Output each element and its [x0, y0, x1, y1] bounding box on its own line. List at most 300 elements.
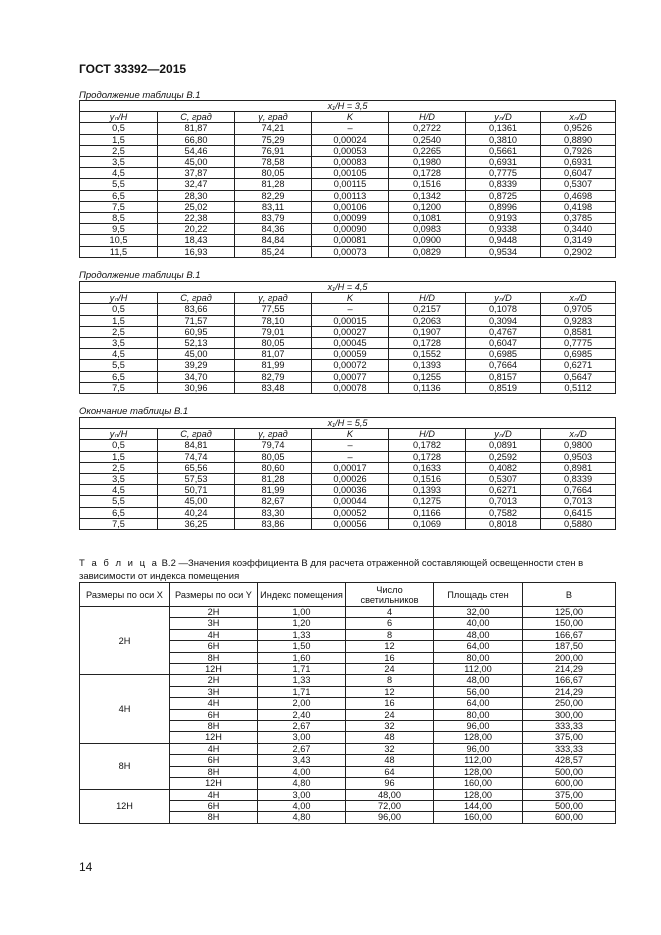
table-cell: –	[312, 123, 389, 134]
table-cell: 3,5	[80, 157, 158, 168]
table-cell: 80,60	[235, 462, 312, 473]
table-cell: 0,7664	[466, 360, 541, 371]
table-cell: 8	[346, 675, 434, 686]
table-cell: 0,1200	[389, 201, 466, 212]
table-title: x₁/H = 5,5	[80, 418, 616, 429]
table-cell: 0,00115	[312, 179, 389, 190]
column-header: C, град	[158, 293, 235, 304]
table-cell: 78,10	[235, 315, 312, 326]
table-cell: 79,74	[235, 440, 312, 451]
table-cell: 0,00053	[312, 145, 389, 156]
table-cell: 1,5	[80, 134, 158, 145]
table-cell: 0,7582	[466, 507, 541, 518]
table-row	[80, 157, 616, 168]
table-row	[80, 224, 616, 235]
table-cell: 6,5	[80, 190, 158, 201]
table-cell: 18,43	[158, 235, 235, 246]
table-cell: 2,67	[258, 743, 346, 754]
column-header-row	[80, 112, 616, 123]
table-cell: 500,00	[523, 766, 616, 777]
table-cell: 2H	[170, 607, 258, 618]
table-cell: 214,29	[523, 686, 616, 697]
table-cell: 48	[346, 732, 434, 743]
table-cell: 56,00	[434, 686, 523, 697]
table-row	[80, 462, 616, 473]
column-header: Размеры по оси Y	[170, 583, 258, 607]
table-cell: 0,3094	[466, 315, 541, 326]
table-cell: 0,9534	[466, 246, 541, 257]
table-cell: 0,1393	[389, 485, 466, 496]
table-cell: 0,00073	[312, 246, 389, 257]
table-cell: 83,86	[235, 518, 312, 529]
table-cell: 0,00078	[312, 382, 389, 393]
table-cell: 214,29	[523, 664, 616, 675]
table-cell: 48,00	[434, 675, 523, 686]
column-header: Число светильников	[346, 583, 434, 607]
column-header: xₙ/D	[541, 293, 616, 304]
table-cell: 1,71	[258, 664, 346, 675]
table-cell: 0,00113	[312, 190, 389, 201]
table-cell: 0,6985	[466, 349, 541, 360]
table-cell: 0,1728	[389, 451, 466, 462]
table-cell: 0,00105	[312, 168, 389, 179]
table-row	[80, 518, 616, 529]
table-cell: 1,60	[258, 652, 346, 663]
table-cell: 0,1255	[389, 371, 466, 382]
table-cell: 82,29	[235, 190, 312, 201]
table-cell: 3,5	[80, 338, 158, 349]
document-header: ГОСТ 33392—2015	[79, 62, 187, 76]
table-cell: 40,00	[434, 618, 523, 629]
table-cell: 0,00090	[312, 224, 389, 235]
table-cell: 64,00	[434, 641, 523, 652]
column-header: Индекс помещения	[258, 583, 346, 607]
table-cell: 8H	[170, 812, 258, 823]
table-cell: 1,71	[258, 686, 346, 697]
table-cell: 0,8581	[541, 326, 616, 337]
table-cell: 0,6415	[541, 507, 616, 518]
table-cell: 0,1136	[389, 382, 466, 393]
table-cell: 0,1069	[389, 518, 466, 529]
table-cell: 0,1166	[389, 507, 466, 518]
table-cell: 2,5	[80, 462, 158, 473]
table-cell: 4,5	[80, 349, 158, 360]
table-cell: 25,02	[158, 201, 235, 212]
table-row	[80, 349, 616, 360]
table-cell: 6H	[170, 800, 258, 811]
table-cell: 3H	[170, 618, 258, 629]
table-cell: 2,5	[80, 326, 158, 337]
table-cell: 0,2063	[389, 315, 466, 326]
column-header: yₙ/H	[80, 112, 158, 123]
table-row	[80, 213, 616, 224]
table-cell: 5,5	[80, 496, 158, 507]
table-row	[80, 246, 616, 257]
column-header: K	[312, 429, 389, 440]
table-cell: 0,8981	[541, 462, 616, 473]
table-cell: 0,00015	[312, 315, 389, 326]
table-cell: 79,01	[235, 326, 312, 337]
table-cell: –	[312, 440, 389, 451]
table-cell: 83,48	[235, 382, 312, 393]
table-cell: 4,80	[258, 812, 346, 823]
table-cell: 0,1342	[389, 190, 466, 201]
table-cell: 81,07	[235, 349, 312, 360]
table-cell: 12H	[170, 732, 258, 743]
table-cell: 0,1361	[466, 123, 541, 134]
table-cell: 0,0891	[466, 440, 541, 451]
table-cell: 1,00	[258, 607, 346, 618]
table-cell: 0,9193	[466, 213, 541, 224]
table-cell: 333,33	[523, 721, 616, 732]
table-cell: 3H	[170, 686, 258, 697]
table-cell: 6	[346, 618, 434, 629]
table-row	[80, 507, 616, 518]
table-row	[80, 304, 616, 315]
group-x-size: 4H	[80, 675, 170, 743]
column-header: xₙ/D	[541, 429, 616, 440]
table-cell: 375,00	[523, 732, 616, 743]
column-header: yₙ/H	[80, 293, 158, 304]
table-cell: 187,50	[523, 641, 616, 652]
table-cell: 0,00044	[312, 496, 389, 507]
table-cell: 96	[346, 778, 434, 789]
table-row	[80, 382, 616, 393]
table-cell: 6,5	[80, 371, 158, 382]
table-cell: 0,1275	[389, 496, 466, 507]
table-cell: 0,5112	[541, 382, 616, 393]
table-cell: 0,5307	[541, 179, 616, 190]
group-x-size: 2H	[80, 607, 170, 675]
table-cell: 0,00024	[312, 134, 389, 145]
table-title: x₁/H = 4,5	[80, 282, 616, 293]
table-cell: 0,00027	[312, 326, 389, 337]
table-cell: 300,00	[523, 709, 616, 720]
table-cell: 0,6271	[466, 485, 541, 496]
group-x-size: 8H	[80, 743, 170, 789]
column-header: H/D	[389, 293, 466, 304]
table-cell: 30,96	[158, 382, 235, 393]
column-header: C, град	[158, 112, 235, 123]
table-b2-caption: Т а б л и ц а В.2 —Значения коэффициента B для расчета отраженной составляющей освещенности стен в зависимости от индекса помещения	[79, 558, 584, 582]
table-cell: 74,21	[235, 123, 312, 134]
table-cell: 16	[346, 652, 434, 663]
table-cell: 0,00081	[312, 235, 389, 246]
table-row	[80, 145, 616, 156]
table-b1-part-3	[79, 417, 616, 530]
table-row	[80, 485, 616, 496]
table-cell: 72,00	[346, 800, 434, 811]
table-row	[80, 675, 616, 686]
table-cell: 0,9800	[541, 440, 616, 451]
table-cell: 11,5	[80, 246, 158, 257]
column-header: B	[523, 583, 616, 607]
table-cell: 166,67	[523, 629, 616, 640]
table-cell: 166,67	[523, 675, 616, 686]
table-cell: 7,5	[80, 201, 158, 212]
table-cell: 1,20	[258, 618, 346, 629]
table-cell: 600,00	[523, 812, 616, 823]
table-cell: 3,00	[258, 789, 346, 800]
table-row	[80, 451, 616, 462]
column-header: yₙ/D	[466, 293, 541, 304]
table-cell: 4H	[170, 743, 258, 754]
table-cell: 0,00052	[312, 507, 389, 518]
table-cell: 0,8339	[541, 474, 616, 485]
table-cell: 0,7013	[466, 496, 541, 507]
table-cell: 57,53	[158, 474, 235, 485]
table-cell: 6H	[170, 709, 258, 720]
table-row	[80, 789, 616, 800]
table-cell: 6H	[170, 641, 258, 652]
table-cell: 0,5307	[466, 474, 541, 485]
table-cell: 3,43	[258, 755, 346, 766]
table-cell: 24	[346, 709, 434, 720]
table-cell: 0,8996	[466, 201, 541, 212]
table-row	[80, 607, 616, 618]
table-cell: 24	[346, 664, 434, 675]
table-cell: 2,5	[80, 145, 158, 156]
table-cell: 0,5880	[541, 518, 616, 529]
table-cell: 200,00	[523, 652, 616, 663]
table-cell: 0,6931	[466, 157, 541, 168]
table-cell: 0,00077	[312, 371, 389, 382]
table-cell: 0,00072	[312, 360, 389, 371]
table-cell: 500,00	[523, 800, 616, 811]
table-row	[80, 474, 616, 485]
table-cell: 83,30	[235, 507, 312, 518]
table-row	[80, 440, 616, 451]
table-cell: 12	[346, 641, 434, 652]
table-cell: 0,00056	[312, 518, 389, 529]
table-cell: 0,1728	[389, 338, 466, 349]
table-cell: 0,7775	[466, 168, 541, 179]
column-header: yₙ/D	[466, 429, 541, 440]
table-cell: 64,00	[434, 698, 523, 709]
table-cell: 0,6271	[541, 360, 616, 371]
table-cell: 4H	[170, 629, 258, 640]
table-cell: 7,5	[80, 382, 158, 393]
table-cell: 0,3810	[466, 134, 541, 145]
table-cell: 0,2540	[389, 134, 466, 145]
column-header: H/D	[389, 429, 466, 440]
table-cell: 0,1782	[389, 440, 466, 451]
page-number: 14	[79, 860, 93, 874]
table-cell: 75,29	[235, 134, 312, 145]
table-cell: 128,00	[434, 766, 523, 777]
table-cell: 8	[346, 629, 434, 640]
table-row	[80, 315, 616, 326]
table-cell: 54,46	[158, 145, 235, 156]
table-b2	[79, 582, 616, 824]
table-row	[80, 360, 616, 371]
table-cell: 50,71	[158, 485, 235, 496]
table-cell: 4,00	[258, 766, 346, 777]
table-cell: 4,5	[80, 168, 158, 179]
table-cell: 84,36	[235, 224, 312, 235]
table-cell: 2,40	[258, 709, 346, 720]
table-cell: 0,8725	[466, 190, 541, 201]
table-cell: 4H	[170, 789, 258, 800]
table-cell: 0,3440	[541, 224, 616, 235]
table-cell: 82,67	[235, 496, 312, 507]
table-cell: 600,00	[523, 778, 616, 789]
table-cell: 0,2902	[541, 246, 616, 257]
table-cell: 0,7926	[541, 145, 616, 156]
column-header: Площадь стен	[434, 583, 523, 607]
table-cell: 0,00106	[312, 201, 389, 212]
table-cell: 5,5	[80, 360, 158, 371]
table-cell: 0,4767	[466, 326, 541, 337]
table-cell: 32	[346, 721, 434, 732]
table-cell: 28,30	[158, 190, 235, 201]
table-cell: 0,5661	[466, 145, 541, 156]
table-cell: 0,9283	[541, 315, 616, 326]
table-cell: 0,1728	[389, 168, 466, 179]
table-cell: 1,5	[80, 451, 158, 462]
table-cell: 0,8339	[466, 179, 541, 190]
column-header: K	[312, 112, 389, 123]
table-cell: 0,5647	[541, 371, 616, 382]
table-title-row	[80, 282, 616, 293]
table-cell: 0,2265	[389, 145, 466, 156]
table-cell: 4,80	[258, 778, 346, 789]
table-cell: 45,00	[158, 349, 235, 360]
table-cell: 0,0829	[389, 246, 466, 257]
table-cell: 0,00099	[312, 213, 389, 224]
table-cell: 160,00	[434, 812, 523, 823]
table-cell: 83,66	[158, 304, 235, 315]
table-caption-2: Продолжение таблицы В.1	[79, 270, 201, 281]
table-cell: 0,8157	[466, 371, 541, 382]
table-cell: 22,38	[158, 213, 235, 224]
table-cell: 78,58	[235, 157, 312, 168]
table-b1-part-1	[79, 100, 616, 258]
table-cell: 150,00	[523, 618, 616, 629]
column-header: Размеры по оси X	[80, 583, 170, 607]
table-cell: 8,5	[80, 213, 158, 224]
table-cell: 81,99	[235, 360, 312, 371]
table-cell: 6H	[170, 755, 258, 766]
table-cell: 4,00	[258, 800, 346, 811]
table-cell: 0,5	[80, 440, 158, 451]
table-cell: 96,00	[346, 812, 434, 823]
table-cell: 4	[346, 607, 434, 618]
table-cell: 0,6047	[541, 168, 616, 179]
column-header: yₙ/H	[80, 429, 158, 440]
table-cell: 0,1552	[389, 349, 466, 360]
column-header: H/D	[389, 112, 466, 123]
table-cell: 80,05	[235, 338, 312, 349]
column-header: C, град	[158, 429, 235, 440]
table-cell: 0,4082	[466, 462, 541, 473]
table-cell: 1,5	[80, 315, 158, 326]
table-title-row	[80, 101, 616, 112]
table-cell: 0,6931	[541, 157, 616, 168]
table-cell: 0,3149	[541, 235, 616, 246]
table-cell: 84,84	[235, 235, 312, 246]
table-cell: 32	[346, 743, 434, 754]
column-header: γ, град	[235, 293, 312, 304]
table-row	[80, 201, 616, 212]
table-cell: 12H	[170, 778, 258, 789]
table-cell: 112,00	[434, 664, 523, 675]
table-cell: 16,93	[158, 246, 235, 257]
table-cell: 84,81	[158, 440, 235, 451]
table-cell: 0,00059	[312, 349, 389, 360]
table-cell: 10,5	[80, 235, 158, 246]
table-cell: 39,29	[158, 360, 235, 371]
table-cell: 0,9338	[466, 224, 541, 235]
table-cell: 0,4198	[541, 201, 616, 212]
table-cell: 125,00	[523, 607, 616, 618]
table-cell: 0,2157	[389, 304, 466, 315]
table-cell: 96,00	[434, 721, 523, 732]
table-cell: 81,87	[158, 123, 235, 134]
table-cell: 0,1907	[389, 326, 466, 337]
table-title: x₁/H = 3,5	[80, 101, 616, 112]
table-caption-3: Окончание таблицы В.1	[79, 406, 189, 417]
table-cell: 3,5	[80, 474, 158, 485]
table-cell: 0,8018	[466, 518, 541, 529]
table-row	[80, 190, 616, 201]
table-cell: 0,00045	[312, 338, 389, 349]
table-cell: –	[312, 451, 389, 462]
table-cell: 0,9705	[541, 304, 616, 315]
table-cell: 0,3785	[541, 213, 616, 224]
table-cell: 9,5	[80, 224, 158, 235]
table-cell: 37,87	[158, 168, 235, 179]
column-header: K	[312, 293, 389, 304]
table-cell: 144,00	[434, 800, 523, 811]
table-cell: 0,0900	[389, 235, 466, 246]
group-x-size: 12H	[80, 789, 170, 823]
table-cell: 0,1633	[389, 462, 466, 473]
table-cell: 52,13	[158, 338, 235, 349]
table-cell: 2,00	[258, 698, 346, 709]
table-row	[80, 496, 616, 507]
table-cell: 80,05	[235, 168, 312, 179]
table-cell: 0,1081	[389, 213, 466, 224]
table-cell: 0,1516	[389, 179, 466, 190]
table-cell: 80,00	[434, 652, 523, 663]
table-row	[80, 123, 616, 134]
table-cell: 0,1516	[389, 474, 466, 485]
table-cell: 1,33	[258, 629, 346, 640]
table-cell: 0,00026	[312, 474, 389, 485]
column-header-row	[80, 293, 616, 304]
table-cell: 12	[346, 686, 434, 697]
table-cell: 0,7775	[541, 338, 616, 349]
table-cell: 2H	[170, 675, 258, 686]
table-cell: 32,00	[434, 607, 523, 618]
table-cell: –	[312, 304, 389, 315]
table-cell: 0,2592	[466, 451, 541, 462]
table-cell: 81,99	[235, 485, 312, 496]
table-row	[80, 168, 616, 179]
table-cell: 6,5	[80, 507, 158, 518]
table-cell: 83,11	[235, 201, 312, 212]
table-cell: 64	[346, 766, 434, 777]
table-cell: 45,00	[158, 496, 235, 507]
table-row	[80, 235, 616, 246]
table-cell: 8H	[170, 766, 258, 777]
table-cell: 34,70	[158, 371, 235, 382]
table-row	[80, 134, 616, 145]
table-cell: 74,74	[158, 451, 235, 462]
table-cell: 81,28	[235, 474, 312, 485]
table-cell: 128,00	[434, 732, 523, 743]
